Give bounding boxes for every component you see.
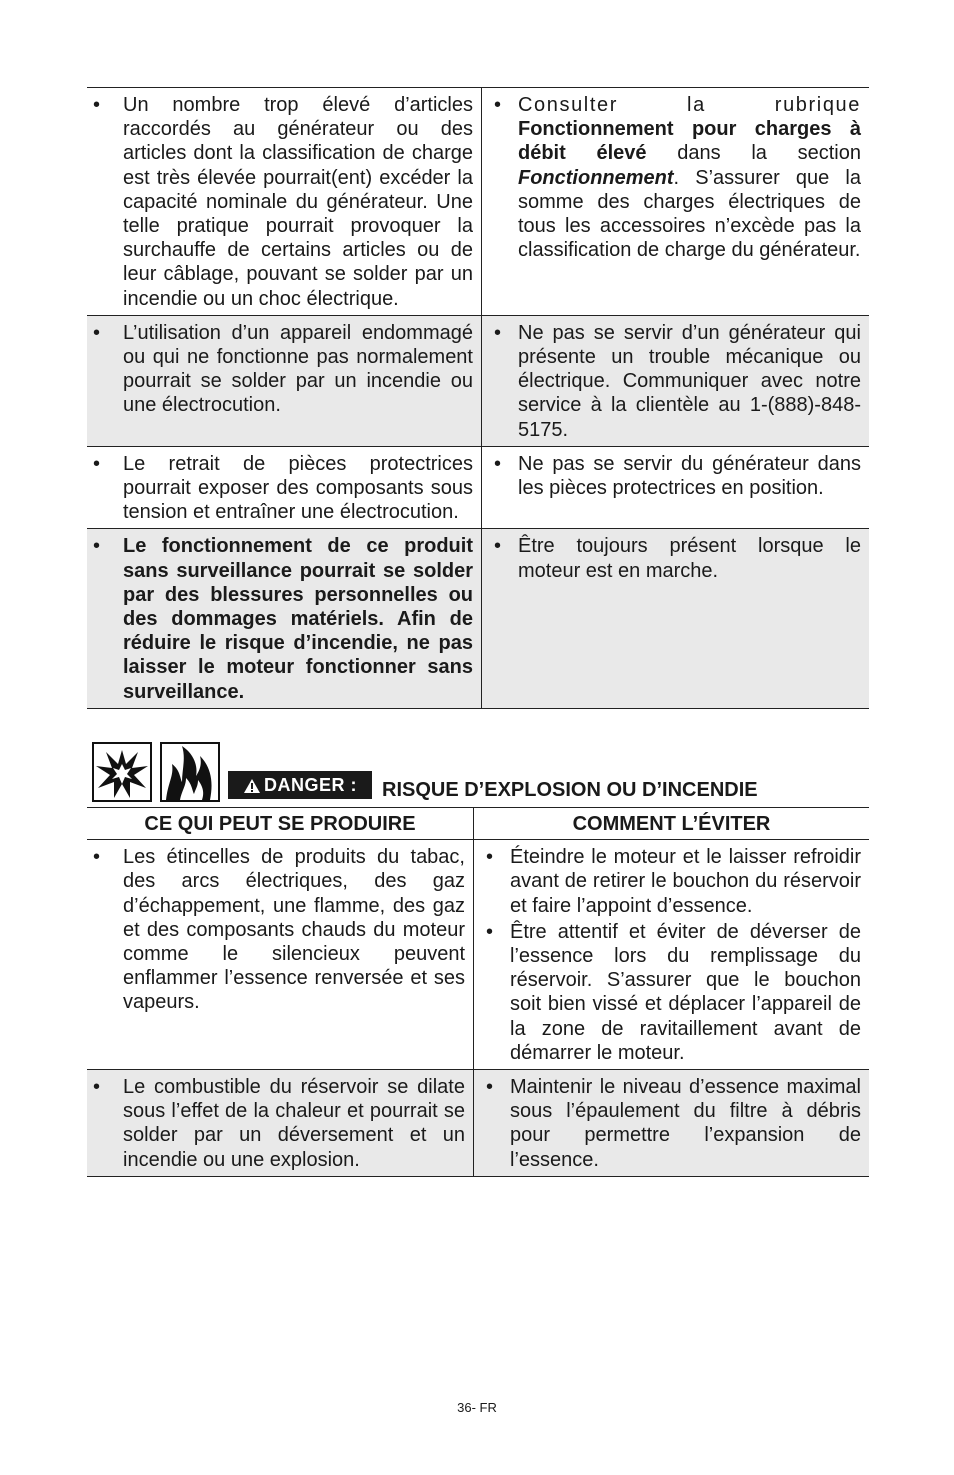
cause-cell	[87, 315, 482, 446]
page-number: 36- FR	[457, 1400, 497, 1415]
bullet: •	[93, 535, 101, 558]
bullet: •	[494, 94, 502, 116]
bullet: •	[93, 321, 101, 344]
remedy-cell	[482, 446, 870, 529]
cause-cell	[87, 1070, 474, 1177]
remedy-text: Maintenir le niveau d’essence maximal sous l’épaulement du filtre à débris pour permettre l’expansion de l’essence.	[510, 1076, 861, 1171]
remedy-text: Ne pas se servir d’un générateur qui présente un trouble mécanique ou électrique. Communiquer avec notre service à la clientèle au 1-(888)-848-5175.	[518, 321, 861, 441]
danger-badge	[228, 771, 372, 799]
remedy-cell	[482, 315, 870, 446]
cause-text: Le fonctionnement de ce produit sans surveillance pourrait se solder par des blessures personnelles ou des dommages matériels. Afin de réduire le risque d’incendie, ne pas laisser le moteur fonctionner sans surveillance.	[123, 535, 473, 703]
cause-cell	[87, 529, 482, 708]
bullet: •	[93, 452, 101, 475]
bullet: •	[486, 1076, 494, 1099]
column-header: CE QUI PEUT SE PRODUIRE	[87, 808, 474, 840]
fire-icon	[160, 742, 220, 802]
table-row	[87, 529, 869, 708]
cause-text: Un nombre trop élevé d’articles raccordés au générateur ou des articles dont la classification de charge est très élevée pourrait(ent) excéder la capacité nominale du générateur. Une telle pratique pourrait provoquer la surchauffe de certains articles ou de leur câblage, pouvant se solder par un incendie ou un choc électrique.	[123, 94, 473, 310]
table-row	[87, 315, 869, 446]
remedy-text: Être attentif et éviter de déverser de l’essence lors du remplissage du réservoir. S’assurer que le bouchon soit bien vissé et déplacer l’appareil de la zone de ravitaillement avant de démarrer le moteur.	[510, 920, 861, 1064]
column-header: COMMENT L’ÉVITER	[572, 813, 771, 835]
explosion-icon	[92, 742, 152, 802]
cause-text: Les étincelles de produits du tabac, des arcs électriques, des gaz d’échappement, une flamme, des gaz et des composants chauds du moteur comme le silencieux peuvent enflammer l’essence renversée et ses vapeurs.	[123, 846, 465, 1014]
remedy-text: Être toujours présent lorsque le moteur est en marche.	[518, 535, 861, 582]
hazard-table-explosion	[87, 807, 869, 1177]
table-row	[87, 88, 869, 316]
warning-triangle-icon	[243, 778, 261, 794]
remedy-text: Ne pas se servir du générateur dans les pièces protectrices en position.	[518, 452, 861, 500]
cause-text: Le retrait de pièces protectrices pourrait exposer des composants sous tension et entraîner une électrocution.	[123, 452, 473, 524]
remedy-cell	[482, 529, 870, 708]
bullet: •	[494, 535, 502, 558]
cause-text: Le combustible du réservoir se dilate sous l’effet de la chaleur et pourrait se solder par un déversement et un incendie ou une explosion.	[123, 1076, 465, 1171]
bullet: •	[93, 846, 101, 869]
remedy-cell	[474, 840, 870, 1070]
remedy-rest: . S’assurer que la somme des charges électriques de tous les accessoires n’excède pas la classification de charge du générateur.	[518, 166, 861, 262]
bullet: •	[93, 94, 101, 116]
remedy-bold-italic: Fonctionnement	[518, 166, 674, 189]
remedy-lead: Consulter la rubrique	[518, 94, 861, 116]
remedy-text: Éteindre le moteur et le laisser refroidir avant de retirer le bouchon du réservoir et faire l’appoint d’essence.	[510, 846, 861, 917]
hazard-table-general	[87, 87, 869, 709]
cause-text: L’utilisation d’un appareil endommagé ou qui ne fonctionne pas normalement pourrait se solder par un incendie ou une électrocution.	[123, 321, 473, 417]
table-row	[87, 446, 869, 529]
danger-label: DANGER :	[264, 775, 357, 795]
remedy-text	[518, 93, 861, 262]
remedy-mid: dans la section	[646, 142, 861, 165]
cause-cell	[87, 446, 482, 529]
bullet: •	[494, 321, 502, 344]
bullet: •	[93, 1076, 101, 1099]
cause-cell	[87, 840, 474, 1070]
bullet: •	[494, 452, 502, 475]
remedy-cell	[482, 88, 870, 316]
remedy-bold: Fonctionnement pour charges à débit élevé	[518, 118, 861, 165]
cause-cell	[87, 88, 482, 316]
danger-title: RISQUE D’EXPLOSION OU D’INCENDIE	[382, 779, 758, 801]
bullet: •	[486, 920, 494, 943]
bullet: •	[486, 846, 494, 869]
table-header-row	[87, 808, 869, 840]
table-row	[87, 840, 869, 1070]
remedy-cell	[474, 1070, 870, 1177]
table-row	[87, 1070, 869, 1177]
